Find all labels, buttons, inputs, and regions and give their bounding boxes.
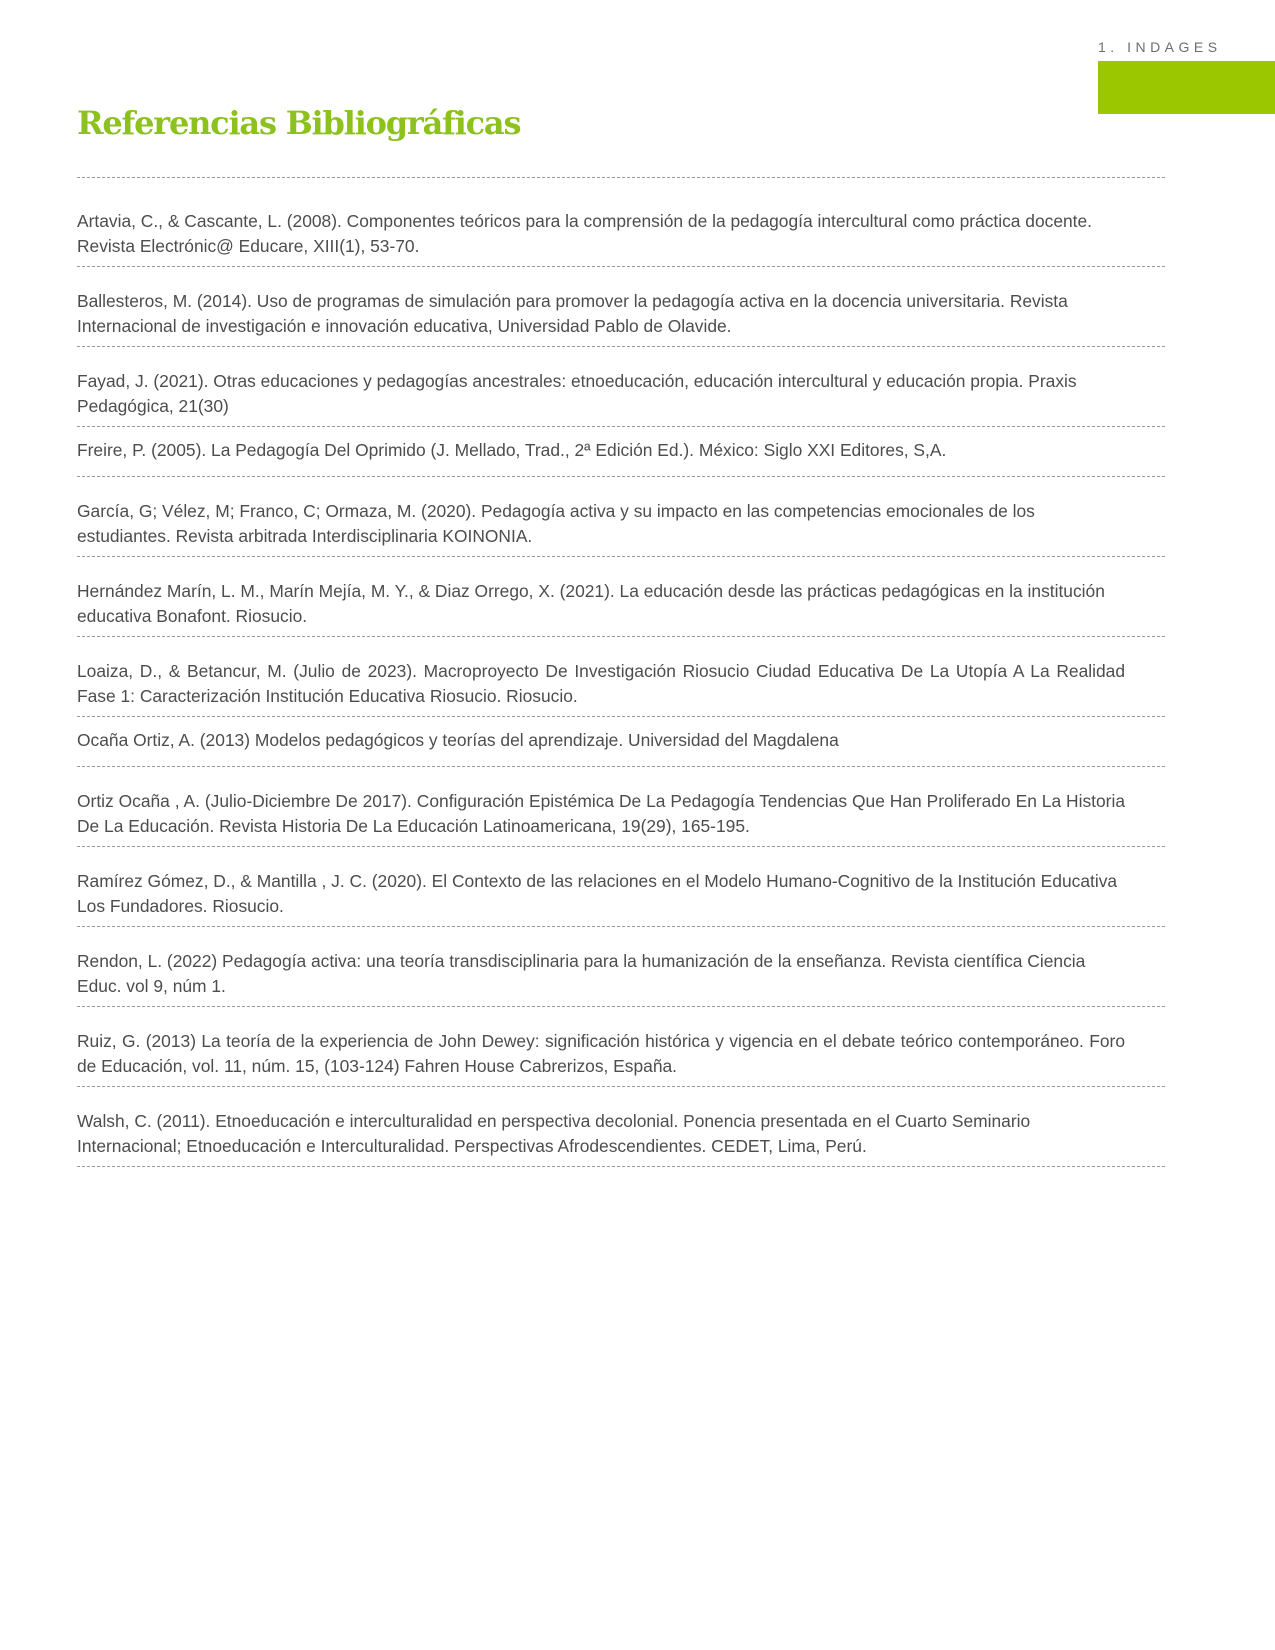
page-title: Referencias Bibliográficas xyxy=(77,104,521,142)
reference-item: García, G; Vélez, M; Franco, C; Ormaza, M. (2020). Pedagogía activa y su impacto en las competencias emocionales de los estudiantes. Revista arbitrada Interdisciplinaria KOINONIA. xyxy=(77,477,1165,557)
reference-list xyxy=(77,177,1165,1167)
reference-item: Rendon, L. (2022) Pedagogía activa: una teoría transdisciplinaria para la humanización de la enseñanza. Revista científica Ciencia Educ. vol 9, núm 1. xyxy=(77,927,1165,1007)
reference-item: Loaiza, D., & Betancur, M. (Julio de 2023). Macroproyecto De Investigación Riosucio Ciudad Educativa De La Utopía A La Realidad Fase 1: Caracterización Institución Educativa Riosucio. Riosucio. xyxy=(77,637,1165,717)
reference-item: Walsh, C. (2011). Etnoeducación e interculturalidad en perspectiva decolonial. Ponencia presentada en el Cuarto Seminario Internacional; Etnoeducación e Interculturalidad. Perspectivas Afrodescendientes. CEDET, Lima, Perú. xyxy=(77,1087,1165,1167)
accent-block xyxy=(1098,61,1275,114)
reference-item: Artavia, C., & Cascante, L. (2008). Componentes teóricos para la comprensión de la pedagogía intercultural como práctica docente. Revista Electrónic@ Educare, XIII(1), 53-70. xyxy=(77,178,1165,267)
reference-item: Ruiz, G. (2013) La teoría de la experiencia de John Dewey: significación histórica y vigencia en el debate teórico contemporáneo. Foro de Educación, vol. 11, núm. 15, (103-124) Fahren House Cabrerizos, España. xyxy=(77,1007,1165,1087)
reference-item: Ballesteros, M. (2014). Uso de programas de simulación para promover la pedagogía activa en la docencia universitaria. Revista Internacional de investigación e innovación educativa, Universidad Pablo de Olavide. xyxy=(77,267,1165,347)
section-label: 1. INDAGES xyxy=(1098,39,1222,55)
reference-item: Ortiz Ocaña , A. (Julio-Diciembre De 2017). Configuración Epistémica De La Pedagogía Tendencias Que Han Proliferado En La Historia De La Educación. Revista Historia De La Educación Latinoamericana, 19(29), 165-195. xyxy=(77,767,1165,847)
reference-item: Fayad, J. (2021). Otras educaciones y pedagogías ancestrales: etnoeducación, educación intercultural y educación propia. Praxis Pedagógica, 21(30) xyxy=(77,347,1165,427)
reference-item: Freire, P. (2005). La Pedagogía Del Oprimido (J. Mellado, Trad., 2ª Edición Ed.). México: Siglo XXI Editores, S,A. xyxy=(77,427,1165,477)
reference-item: Hernández Marín, L. M., Marín Mejía, M. Y., & Diaz Orrego, X. (2021). La educación desde las prácticas pedagógicas en la institución educativa Bonafont. Riosucio. xyxy=(77,557,1165,637)
reference-item: Ocaña Ortiz, A. (2013) Modelos pedagógicos y teorías del aprendizaje. Universidad del Magdalena xyxy=(77,717,1165,767)
reference-item: Ramírez Gómez, D., & Mantilla , J. C. (2020). El Contexto de las relaciones en el Modelo Humano-Cognitivo de la Institución Educativa Los Fundadores. Riosucio. xyxy=(77,847,1165,927)
